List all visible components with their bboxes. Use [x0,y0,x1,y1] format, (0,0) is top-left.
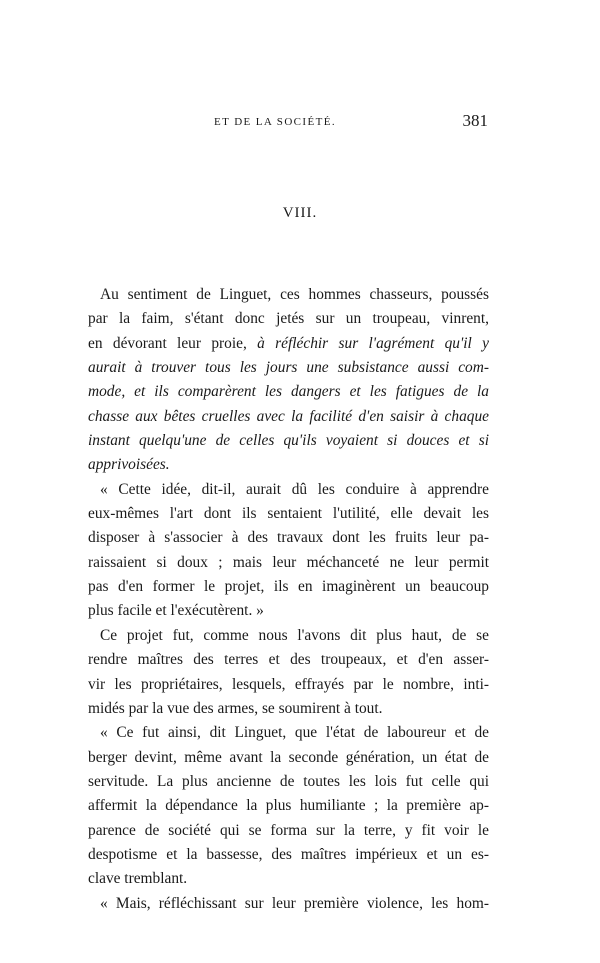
text-line: apprivoisées. [88,456,170,474]
page-number: 381 [462,111,488,130]
text-line: chasse aux bêtes cruelles avec la facilité d'en saisir à chaque [88,407,489,425]
text-line: plus facile et l'exécutèrent. » [88,602,264,620]
text-line: « Cette idée, dit-il, aurait dû les conduire à apprendre [100,480,489,498]
text-line: pas d'en former le projet, ils en imaginèrent un beaucoup [88,578,489,596]
text-line: midés par la vue des armes, se soumirent à tout. [88,699,383,717]
text-line: instant quelqu'une de celles qu'ils voyaient si douces et si [88,432,489,450]
text-line: Au sentiment de Linguet, ces hommes chasseurs, poussés [100,286,489,303]
text-segment: en dévorant leur proie, [88,334,247,352]
text-line: vir les propriétaires, lesquels, effrayés par le nombre, inti- [88,675,489,693]
text-line [88,332,489,356]
text-line: disposer à s'associer à des travaux dont les fruits leur pa- [88,529,489,547]
text-line: raissaient si doux ; mais leur méchanceté ne leur permit [88,553,489,571]
running-title: ET DE LA SOCIÉTÉ. [214,116,336,128]
italic-segment: à réfléchir sur l'agrément qu'il y [257,334,489,352]
text-line: servitude. La plus ancienne de toutes les lois fut celle qui [88,772,489,790]
text-body [88,283,489,916]
text-line: « Mais, réfléchissant sur leur première violence, les hom- [100,894,489,912]
text-line: rendre maîtres des terres et des troupeaux, et d'en asser- [88,651,489,669]
section-heading: VIII. [282,205,318,221]
text-line: clave tremblant. [88,870,188,888]
text-line: parence de société qui se forma sur la terre, y fit voir le [88,821,489,839]
text-line: « Ce fut ainsi, dit Linguet, que l'état de laboureur et de [100,724,489,742]
text-line: mode, et ils comparèrent les dangers et les fatigues de la [88,383,489,401]
text-line: eux-mêmes l'art dont ils sentaient l'utilité, elle devait les [88,505,489,523]
text-line: berger devint, même avant la seconde génération, un état de [88,748,489,766]
text-line: Ce projet fut, comme nous l'avons dit plus haut, de se [100,626,489,644]
text-line: despotisme et la bassesse, des maîtres impérieux et un es- [88,845,489,863]
text-line: par la faim, s'étant donc jetés sur un troupeau, vinrent, [88,310,489,328]
running-head [88,111,488,134]
text-line: affermit la dépendance la plus humiliante ; la première ap- [88,797,489,815]
text-line: aurait à trouver tous les jours une subsistance aussi com- [88,359,489,377]
